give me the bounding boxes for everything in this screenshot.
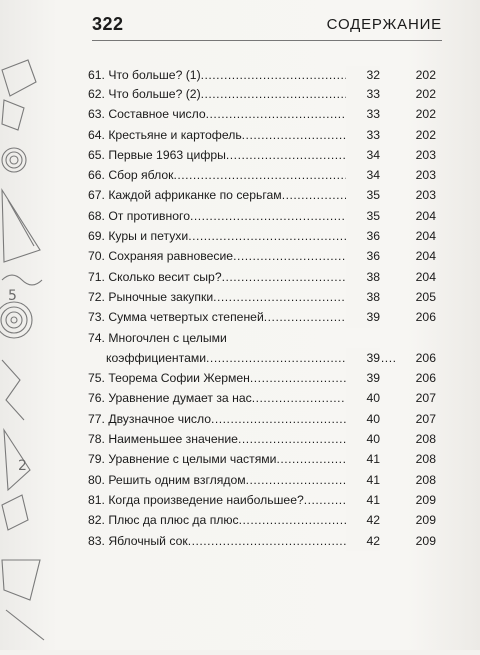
toc-entry — [88, 84, 436, 104]
toc-entry — [88, 125, 436, 145]
toc-entry-solution-page: 202 — [415, 87, 436, 101]
toc-entry — [88, 66, 436, 84]
toc-entry-title-text: 79. Уравнение с целыми частями — [88, 452, 277, 467]
toc-entry-solution-page: 209 — [415, 533, 436, 548]
toc-entry-solution-page: 207 — [415, 391, 436, 406]
toc-entry-title — [88, 287, 378, 307]
toc-entry-solution-page: 209 — [415, 492, 436, 507]
toc-entry — [88, 307, 436, 327]
toc-entry-problem-page: 38 — [346, 267, 380, 287]
toc-entry — [88, 206, 436, 226]
toc-entry — [88, 185, 436, 205]
toc-entry-problem-page: 39 — [346, 368, 380, 388]
toc-entry-title — [88, 449, 378, 469]
toc-entry-problem-page: 42 — [346, 510, 380, 530]
toc-entry-solution-page: 204 — [415, 229, 436, 244]
toc-entry-solution-page: 208 — [415, 432, 436, 447]
toc-entry-problem-page: 41 — [346, 449, 380, 469]
toc-entry-problem-page: 34 — [346, 165, 380, 185]
toc-entry-title — [88, 368, 378, 388]
toc-entry — [88, 470, 436, 490]
toc-entry-title — [88, 531, 378, 551]
toc-entry-solution-page: 202 — [415, 107, 436, 122]
toc-entry-title-text: 74. Многочлен с целыми — [88, 330, 227, 345]
toc-entry-solution-page: 202 — [415, 127, 436, 142]
toc-entry-solution-page: 203 — [415, 147, 436, 162]
toc-entry-title-text: 61. Что больше? (1) — [88, 68, 201, 82]
toc-entry-problem-page: 40 — [346, 409, 380, 429]
toc-entry-title-text: 72. Рыночные закупки — [88, 289, 214, 304]
toc-entry — [88, 287, 436, 307]
toc-entry-title — [88, 185, 378, 205]
toc-entry-title — [88, 470, 378, 490]
toc-entry-solution-page: 208 — [415, 472, 436, 487]
toc-entry-title-text: 83. Яблочный сок — [88, 533, 188, 548]
toc-entry-solution-page: 204 — [415, 249, 436, 264]
toc-entry-title-text: 67. Каждой африканке по серьгам — [88, 188, 282, 203]
toc-entry-title-text: 71. Сколько весит сыр? — [88, 269, 222, 284]
toc-entry-solution-page: 202 — [415, 68, 436, 82]
toc-entry-title-text: 63. Составное число — [88, 107, 206, 122]
toc-entry-solution-page: 208 — [415, 452, 436, 467]
toc-entry — [88, 145, 436, 165]
toc-entry — [88, 429, 436, 449]
toc-entry-solution-page: 204 — [415, 208, 436, 223]
toc-entry-title — [88, 145, 378, 165]
toc-entry-title — [88, 66, 378, 84]
toc-entry-problem-page: 40 — [346, 429, 380, 449]
toc-entry — [88, 449, 436, 469]
toc-entry-solution-page: 203 — [415, 168, 436, 183]
toc-entry-solution-page: 209 — [415, 513, 436, 528]
doodle-art-icon — [0, 0, 56, 650]
toc-entry-title-text: 76. Уравнение думает за нас — [88, 391, 252, 406]
table-of-contents — [88, 66, 436, 551]
toc-entry-problem-page: 39 — [346, 307, 380, 327]
toc-entry-solution-page: 204 — [415, 269, 436, 284]
toc-entry-title-text: 81. Когда произведение наибольшее? — [88, 492, 304, 507]
toc-entry — [88, 267, 436, 287]
toc-entry-title — [88, 429, 378, 449]
svg-text:5: 5 — [8, 288, 17, 304]
toc-entry-problem-page: 36 — [346, 246, 380, 266]
toc-entry-title-text: 73. Сумма четвертых степеней — [88, 310, 264, 325]
toc-entry — [88, 226, 436, 246]
toc-entry-title-text: 77. Двузначное число — [88, 411, 212, 426]
toc-entry — [88, 165, 436, 185]
toc-entry-solution-page: 207 — [415, 411, 436, 426]
svg-text:2: 2 — [18, 458, 27, 474]
toc-entry-solution-page: 206 — [415, 350, 436, 365]
decorative-margin-doodles — [0, 0, 56, 650]
toc-entry-problem-page: 34 — [346, 145, 380, 165]
toc-entry — [88, 348, 436, 368]
toc-entry-title — [88, 206, 378, 226]
toc-entry-problem-page: 33 — [346, 104, 380, 124]
toc-entry-title-text: 80. Решить одним взглядом — [88, 472, 246, 487]
toc-entry-solution-page: 205 — [415, 289, 436, 304]
toc-entry-title-text: 66. Сбор яблок — [88, 168, 174, 183]
toc-entry-title-text: 62. Что больше? (2) — [88, 87, 201, 101]
toc-entry-title — [88, 409, 378, 429]
toc-entry-title — [88, 388, 378, 408]
toc-entry-title — [88, 125, 378, 145]
toc-entry-title — [88, 84, 378, 104]
toc-entry-solution-page: 206 — [415, 310, 436, 325]
toc-entry-title — [88, 307, 378, 327]
toc-entry — [88, 328, 436, 348]
toc-entry-problem-page: 36 — [346, 226, 380, 246]
toc-entry-title — [88, 328, 378, 348]
toc-entry-problem-page: 42 — [346, 531, 380, 551]
section-title: СОДЕРЖАНИЕ — [326, 16, 442, 33]
toc-entry — [88, 409, 436, 429]
toc-entry — [88, 368, 436, 388]
toc-entry-problem-page: 41 — [346, 470, 380, 490]
toc-entry-problem-page: 40 — [346, 388, 380, 408]
toc-entry — [88, 246, 436, 266]
toc-entry-problem-page: 41 — [346, 490, 380, 510]
toc-entry-title — [88, 104, 378, 124]
toc-entry-problem-page: 39 — [346, 348, 380, 368]
toc-entry-title-text: 82. Плюс да плюс да плюс — [88, 513, 239, 528]
toc-entry-title — [88, 510, 378, 530]
toc-entry-title-text: коэффициентами — [106, 350, 207, 365]
toc-entry-title — [88, 226, 378, 246]
toc-entry-title-text: 78. Наименьшее значение — [88, 432, 238, 447]
page-header — [92, 12, 442, 41]
page-number: 322 — [92, 14, 124, 34]
toc-entry-title-text: 65. Первые 1963 цифры — [88, 147, 226, 162]
toc-entry-title — [88, 490, 378, 510]
toc-entry-solution-page: 206 — [415, 371, 436, 386]
toc-entry — [88, 388, 436, 408]
toc-entry-problem-page: 33 — [346, 125, 380, 145]
toc-entry-title — [88, 165, 378, 185]
toc-entry-title-text: 70. Сохраняя равновесие — [88, 249, 234, 264]
toc-entry-title-text: 68. От противного — [88, 208, 190, 223]
toc-entry-title — [88, 246, 378, 266]
toc-entry — [88, 490, 436, 510]
toc-entry-problem-page: 33 — [346, 84, 380, 104]
toc-entry — [88, 510, 436, 530]
toc-entry-title — [88, 267, 378, 287]
toc-entry-problem-page: 32 — [346, 66, 380, 84]
toc-entry-problem-page: 35 — [346, 185, 380, 205]
toc-entry — [88, 531, 436, 551]
toc-entry-problem-page: 35 — [346, 206, 380, 226]
toc-entry-solution-page: 203 — [415, 188, 436, 203]
toc-entry — [88, 104, 436, 124]
toc-entry-title-text: 64. Крестьяне и картофель — [88, 127, 242, 142]
toc-entry-problem-page: 38 — [346, 287, 380, 307]
toc-entry-title-text: 75. Теорема Софии Жермен — [88, 371, 250, 386]
toc-entry-title-text: 69. Куры и петухи — [88, 229, 189, 244]
